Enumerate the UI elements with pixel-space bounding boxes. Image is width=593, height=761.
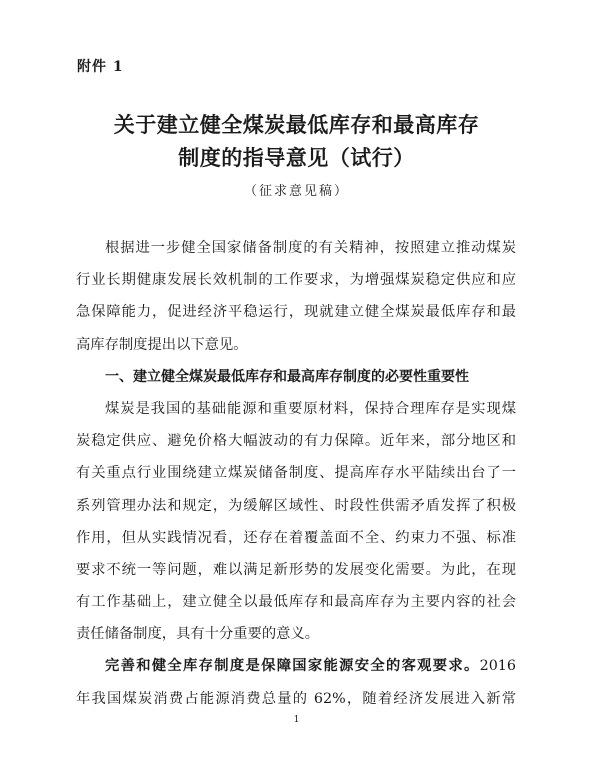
paragraph-1-line: 高库存制度提出以下意见。 <box>76 336 248 353</box>
attachment-label: 附件 1 <box>77 59 124 75</box>
document-body <box>76 232 516 715</box>
section-heading-1: 一、建立健全煤炭最低库存和最高库存制度的必要性重要性 <box>105 368 469 385</box>
paragraph-3-line <box>76 650 516 682</box>
paragraph-3-bold-lead: 完善和健全库存制度是保障国家能源安全的客观要求。 <box>105 658 480 675</box>
paragraph-2-line: 炭稳定供应、避免价格大幅波动的有力保障。近年来，部分地区和 <box>76 433 516 450</box>
page-number: 1 <box>293 715 300 725</box>
document-subtitle: （征求意见稿） <box>243 184 349 199</box>
paragraph-2-line: 系列管理办法和规定，为缓解区域性、时段性供需矛盾发挥了积极 <box>76 497 516 514</box>
paragraph-2-line: 有关重点行业围绕建立煤炭储备制度、提高库存水平陆续出台了一 <box>76 465 516 482</box>
document-title-line-2: 制度的指导意见（试行） <box>178 145 415 170</box>
paragraph-1-line: 急保障能力，促进经济平稳运行，现就建立健全煤炭最低库存和最 <box>76 304 516 321</box>
paragraph-1-line: 行业长期健康发展长效机制的工作要求，为增强煤炭稳定供应和应 <box>76 272 516 289</box>
paragraph-3-year: 2016 <box>479 658 516 675</box>
paragraph-3-line: 年我国煤炭消费占能源消费总量的 62%，随着经济发展进入新常 <box>76 690 516 707</box>
paragraph-2-line: 煤炭是我国的基础能源和重要原材料，保持合理库存是实现煤 <box>105 400 516 417</box>
paragraph-1-line: 根据进一步健全国家储备制度的有关精神，按照建立推动煤炭 <box>105 240 516 256</box>
paragraph-2-line: 作用，但从实践情况看，还存在着覆盖面不全、约束力不强、标准 <box>76 529 516 546</box>
paragraph-2-line: 责任储备制度，具有十分重要的意义。 <box>76 626 320 643</box>
document-title-line-1: 关于建立健全煤炭最低库存和最高库存 <box>113 112 480 137</box>
paragraph-2-line: 要求不统一等问题，难以满足新形势的发展变化需要。为此，在现 <box>76 561 516 578</box>
paragraph-2-line: 有工作基础上，建立健全以最低库存和最高库存为主要内容的社会 <box>76 594 516 611</box>
